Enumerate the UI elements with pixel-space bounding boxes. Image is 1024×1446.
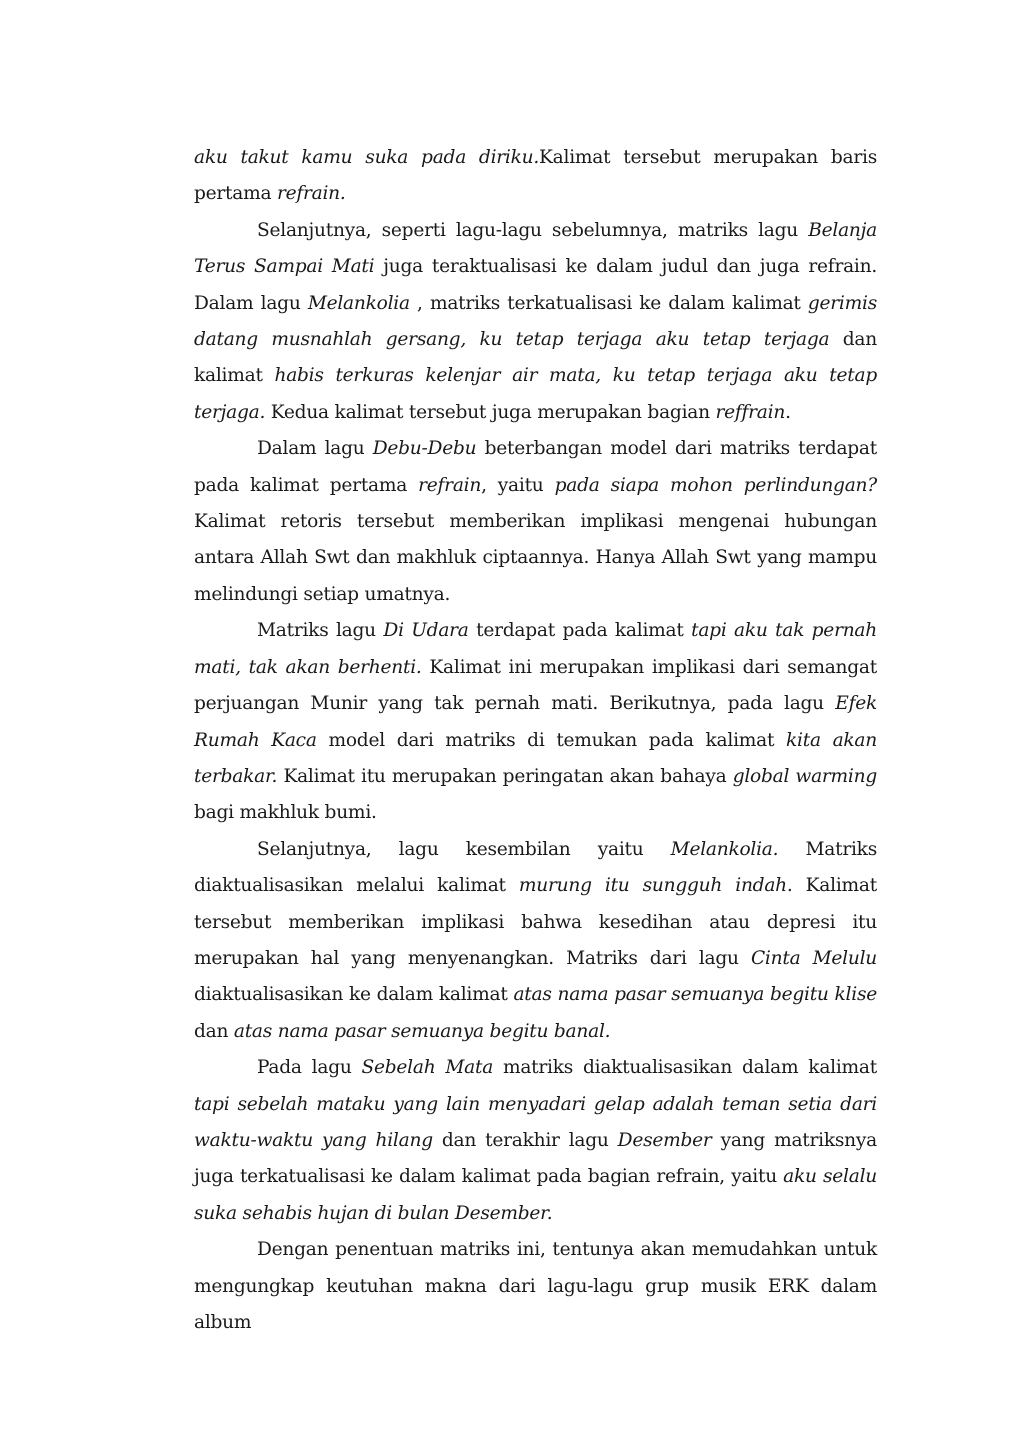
text-run: dan terakhir lagu (432, 1129, 618, 1151)
italic-text: Sebelah Mata (361, 1057, 494, 1079)
text-run: matriks diaktualisasikan dalam kalimat (493, 1057, 877, 1079)
italic-text: global warming (732, 765, 877, 787)
italic-text: reffrain (715, 401, 786, 423)
text-run: juga teraktualisasi ke dalam judul dan juga refrain. Dalam lagu (194, 256, 877, 314)
italic-text: atas nama pasar semuanya begitu banal. (233, 1020, 611, 1042)
text-run: Kalimat itu merupakan peringatan akan bahaya (277, 765, 733, 787)
text-run: Kedua kalimat tersebut juga merupakan bagian (265, 401, 716, 423)
italic-text: tapi aku tak pernah mati, tak akan berhenti. (194, 620, 877, 678)
body-text (194, 140, 877, 1341)
italic-text: refrain. (276, 183, 346, 205)
italic-text: Melankolia. (670, 838, 779, 860)
paragraph (194, 213, 877, 431)
italic-text: aku selalu suka sehabis hujan di bulan Desember. (194, 1166, 877, 1224)
italic-text: pada siapa mohon perlindungan? (554, 474, 877, 496)
italic-text: Di Udara (383, 620, 469, 642)
text-run: terdapat pada kalimat (468, 620, 692, 642)
text-run: Selanjutnya, lagu kesembilan yaitu (257, 838, 671, 860)
italic-text: gerimis datang musnahlah gersang, ku tetap terjaga aku tetap terjaga (194, 292, 878, 351)
text-run: , yaitu (481, 474, 555, 496)
paragraph (194, 1232, 877, 1341)
text-run: yang matriksnya juga terkatualisasi ke dalam kalimat pada bagian refrain, yaitu (194, 1129, 877, 1188)
italic-text: habis terkuras kelenjar air mata, ku tetap terjaga aku tetap terjaga. (194, 365, 877, 423)
text-run: Kalimat tersebut memberikan implikasi bahwa kesedihan atau depresi itu merupakan hal yang menyenangkan. Matriks dari lagu (194, 875, 877, 969)
text-run: Dalam lagu (257, 438, 373, 460)
paragraph (194, 1050, 877, 1232)
paragraph (194, 140, 877, 213)
italic-text: tapi sebelah mataku yang lain menyadari gelap adalah teman setia dari waktu-waktu yang hilang (194, 1093, 877, 1151)
text-run: model dari matriks di temukan pada kalimat (316, 729, 787, 751)
text-run: Kalimat ini merupakan implikasi dari semangat perjuangan Munir yang tak pernah mati. Berikutnya, pada lagu (194, 656, 877, 715)
text-run: beterbangan model dari matriks terdapat pada kalimat pertama (194, 438, 877, 496)
text-run: dan (194, 1020, 234, 1042)
text-run: Selanjutnya, seperti lagu-lagu sebelumnya, matriks lagu (257, 219, 809, 241)
text-run: diaktualisasikan ke dalam kalimat (194, 984, 514, 1006)
italic-text: aku takut kamu suka pada diriku. (194, 147, 540, 168)
text-run: Dengan penentuan matriks ini, tentunya akan memudahkan untuk mengungkap keutuhan makna dari lagu-lagu grup musik ERK dalam album (194, 1239, 877, 1333)
text-run: Pada lagu (257, 1057, 362, 1079)
italic-text: Efek Rumah Kaca (194, 693, 877, 751)
italic-text: atas nama pasar semuanya begitu klise (513, 984, 877, 1006)
italic-text: Desember (617, 1129, 712, 1151)
text-run: Kalimat tersebut merupakan baris pertama (194, 147, 877, 205)
paragraph (194, 832, 877, 1050)
italic-text: Melankolia (307, 292, 410, 314)
text-run: Matriks lagu (257, 620, 384, 642)
italic-text: Cinta Melulu (750, 947, 877, 969)
italic-text: Debu-Debu (372, 438, 477, 460)
text-run: , matriks terkatualisasi ke dalam kalimat (409, 292, 808, 314)
italic-text: refrain (418, 474, 482, 496)
italic-text: kita akan terbakar. (194, 729, 877, 787)
italic-text: Belanja Terus Sampai Mati (194, 219, 877, 278)
text-run: bagi makhluk bumi. (194, 802, 377, 824)
text-run: . (785, 401, 791, 423)
text-run: Kalimat retoris tersebut memberikan implikasi mengenai hubungan antara Allah Swt dan makhluk ciptaannya. Hanya Allah Swt yang mampu melindungi setiap umatnya. (194, 511, 877, 605)
paragraph (194, 613, 877, 831)
text-run: Matriks diaktualisasikan melalui kalimat (194, 838, 877, 897)
text-run: dan kalimat (194, 329, 877, 387)
paragraph (194, 431, 877, 613)
italic-text: murung itu sungguh indah. (518, 875, 793, 897)
